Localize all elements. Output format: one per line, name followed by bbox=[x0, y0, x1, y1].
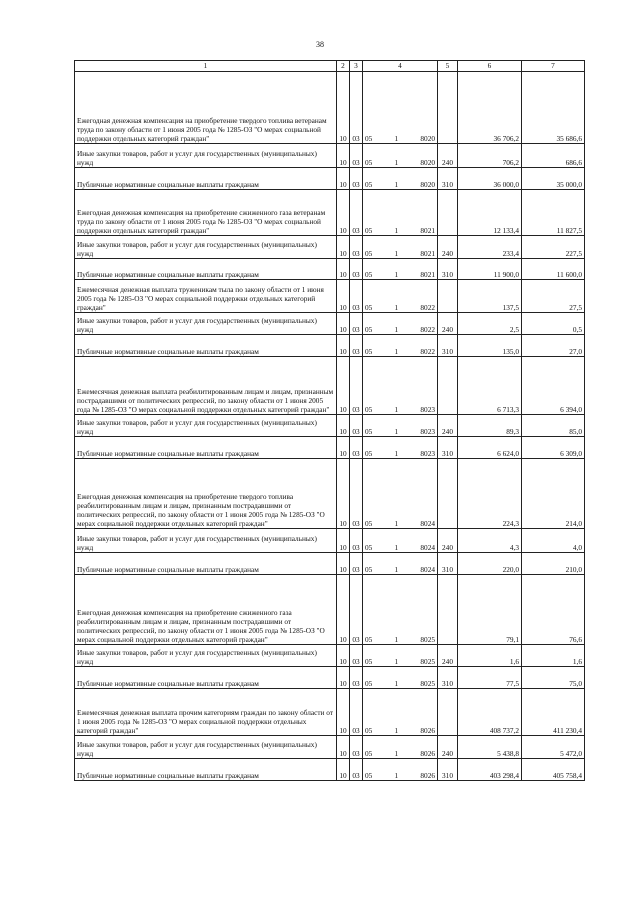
target-subprogram: 1 bbox=[394, 179, 399, 189]
code-subsection: 03 bbox=[350, 144, 363, 168]
code-target-article bbox=[363, 72, 438, 144]
target-program: 05 bbox=[365, 542, 373, 552]
amount-year-1: 403 298,4 bbox=[458, 759, 522, 781]
code-subsection: 03 bbox=[350, 575, 363, 645]
code-section: 10 bbox=[337, 168, 350, 190]
row-description: Иные закупки товаров, работ и услуг для государственных (муниципальных) нужд bbox=[75, 645, 337, 667]
target-subprogram: 1 bbox=[394, 404, 399, 414]
amount-year-2: 1,6 bbox=[522, 645, 585, 667]
code-target-article bbox=[363, 168, 438, 190]
target-article-parts bbox=[365, 325, 435, 334]
target-article-parts bbox=[365, 249, 435, 258]
target-direction: 8026 bbox=[420, 748, 435, 758]
code-subsection: 03 bbox=[350, 415, 363, 437]
code-section: 10 bbox=[337, 759, 350, 781]
table-row bbox=[75, 280, 585, 313]
target-article-parts bbox=[365, 519, 435, 528]
target-article-parts bbox=[365, 771, 435, 780]
code-target-article bbox=[363, 313, 438, 335]
page-number: 38 bbox=[316, 40, 324, 49]
target-subprogram: 1 bbox=[394, 157, 399, 167]
amount-year-1: 5 438,8 bbox=[458, 736, 522, 759]
amount-year-1: 2,5 bbox=[458, 313, 522, 335]
target-direction: 8023 bbox=[420, 426, 435, 436]
target-article-parts bbox=[365, 134, 435, 143]
target-article-parts bbox=[365, 679, 435, 688]
target-program: 05 bbox=[365, 748, 373, 758]
table-row bbox=[75, 259, 585, 280]
target-subprogram: 1 bbox=[394, 225, 399, 235]
code-section: 10 bbox=[337, 280, 350, 313]
target-direction: 8021 bbox=[420, 269, 435, 279]
code-subsection: 03 bbox=[350, 689, 363, 736]
target-subprogram: 1 bbox=[394, 678, 399, 688]
code-section: 10 bbox=[337, 529, 350, 553]
amount-year-2: 35 000,0 bbox=[522, 168, 585, 190]
target-subprogram: 1 bbox=[394, 748, 399, 758]
col-header-6: 6 bbox=[458, 61, 522, 72]
table-row bbox=[75, 645, 585, 667]
amount-year-2: 0,5 bbox=[522, 313, 585, 335]
code-section: 10 bbox=[337, 689, 350, 736]
target-article-parts bbox=[365, 158, 435, 167]
table-header bbox=[75, 61, 585, 72]
budget-table bbox=[74, 60, 585, 781]
table-row bbox=[75, 190, 585, 236]
code-section: 10 bbox=[337, 357, 350, 415]
amount-year-1: 36 706,2 bbox=[458, 72, 522, 144]
row-description: Публичные нормативные социальные выплаты гражданам bbox=[75, 759, 337, 781]
target-subprogram: 1 bbox=[394, 269, 399, 279]
amount-year-1: 12 133,4 bbox=[458, 190, 522, 236]
row-description: Публичные нормативные социальные выплаты гражданам bbox=[75, 667, 337, 689]
table-row bbox=[75, 736, 585, 759]
target-subprogram: 1 bbox=[394, 656, 399, 666]
row-description: Ежегодная денежная компенсация на приобретение сжиженного газа ветеранам труда по закону области от 1 июня 2005 года № 1285-ОЗ "О мерах социальной поддержки отдельных категорий граждан" bbox=[75, 190, 337, 236]
amount-year-2: 6 309,0 bbox=[522, 437, 585, 459]
target-program: 05 bbox=[365, 225, 373, 235]
code-section: 10 bbox=[337, 415, 350, 437]
code-subsection: 03 bbox=[350, 190, 363, 236]
target-direction: 8023 bbox=[420, 404, 435, 414]
target-subprogram: 1 bbox=[394, 564, 399, 574]
amount-year-1: 89,3 bbox=[458, 415, 522, 437]
code-subsection: 03 bbox=[350, 259, 363, 280]
target-direction: 8024 bbox=[420, 564, 435, 574]
code-expense-type: 310 bbox=[438, 168, 458, 190]
target-subprogram: 1 bbox=[394, 133, 399, 143]
target-program: 05 bbox=[365, 564, 373, 574]
code-expense-type: 240 bbox=[438, 529, 458, 553]
col-header-1: 1 bbox=[75, 61, 337, 72]
table-row bbox=[75, 313, 585, 335]
target-program: 05 bbox=[365, 346, 373, 356]
code-target-article bbox=[363, 459, 438, 529]
amount-year-2: 4,0 bbox=[522, 529, 585, 553]
row-description: Иные закупки товаров, работ и услуг для государственных (муниципальных) нужд bbox=[75, 415, 337, 437]
target-article-parts bbox=[365, 180, 435, 189]
target-direction: 8022 bbox=[420, 302, 435, 312]
target-program: 05 bbox=[365, 656, 373, 666]
amount-year-1: 36 000,0 bbox=[458, 168, 522, 190]
table-row bbox=[75, 335, 585, 357]
code-target-article bbox=[363, 667, 438, 689]
code-expense-type: 310 bbox=[438, 335, 458, 357]
amount-year-2: 11 827,5 bbox=[522, 190, 585, 236]
amount-year-2: 6 394,0 bbox=[522, 357, 585, 415]
code-subsection: 03 bbox=[350, 313, 363, 335]
code-subsection: 03 bbox=[350, 357, 363, 415]
amount-year-1: 137,5 bbox=[458, 280, 522, 313]
code-section: 10 bbox=[337, 459, 350, 529]
amount-year-2: 210,0 bbox=[522, 553, 585, 575]
row-description: Иные закупки товаров, работ и услуг для государственных (муниципальных) нужд bbox=[75, 313, 337, 335]
code-subsection: 03 bbox=[350, 280, 363, 313]
target-direction: 8020 bbox=[420, 157, 435, 167]
code-target-article bbox=[363, 689, 438, 736]
code-expense-type: 310 bbox=[438, 553, 458, 575]
table-row bbox=[75, 553, 585, 575]
amount-year-1: 135,0 bbox=[458, 335, 522, 357]
code-expense-type: 240 bbox=[438, 736, 458, 759]
code-subsection: 03 bbox=[350, 236, 363, 259]
amount-year-2: 5 472,0 bbox=[522, 736, 585, 759]
target-direction: 8026 bbox=[420, 770, 435, 780]
target-direction: 8020 bbox=[420, 179, 435, 189]
amount-year-2: 35 686,6 bbox=[522, 72, 585, 144]
row-description: Ежемесячная денежная выплата реабилитированным лицам и лицам, признанным пострадавшими от политических репрессий, по закону области от 1 июня 2005 года № 1285-ОЗ "О мерах социальной поддержки отдельных категорий граждан" bbox=[75, 357, 337, 415]
amount-year-1: 408 737,2 bbox=[458, 689, 522, 736]
code-subsection: 03 bbox=[350, 759, 363, 781]
code-target-article bbox=[363, 736, 438, 759]
col-header-7: 7 bbox=[522, 61, 585, 72]
table-row bbox=[75, 459, 585, 529]
code-target-article bbox=[363, 280, 438, 313]
amount-year-1: 6 713,3 bbox=[458, 357, 522, 415]
amount-year-1: 77,5 bbox=[458, 667, 522, 689]
code-expense-type bbox=[438, 459, 458, 529]
target-subprogram: 1 bbox=[394, 448, 399, 458]
target-program: 05 bbox=[365, 518, 373, 528]
target-program: 05 bbox=[365, 324, 373, 334]
target-program: 05 bbox=[365, 426, 373, 436]
code-expense-type bbox=[438, 190, 458, 236]
code-section: 10 bbox=[337, 335, 350, 357]
code-subsection: 03 bbox=[350, 667, 363, 689]
code-section: 10 bbox=[337, 190, 350, 236]
amount-year-2: 27,5 bbox=[522, 280, 585, 313]
code-target-article bbox=[363, 335, 438, 357]
code-subsection: 03 bbox=[350, 437, 363, 459]
code-target-article bbox=[363, 259, 438, 280]
code-section: 10 bbox=[337, 645, 350, 667]
code-expense-type: 240 bbox=[438, 144, 458, 168]
target-article-parts bbox=[365, 303, 435, 312]
target-article-parts bbox=[365, 726, 435, 735]
table-row bbox=[75, 529, 585, 553]
code-expense-type: 240 bbox=[438, 313, 458, 335]
row-description: Иные закупки товаров, работ и услуг для государственных (муниципальных) нужд bbox=[75, 736, 337, 759]
code-target-article bbox=[363, 759, 438, 781]
target-article-parts bbox=[365, 449, 435, 458]
target-subprogram: 1 bbox=[394, 542, 399, 552]
target-article-parts bbox=[365, 347, 435, 356]
amount-year-1: 224,3 bbox=[458, 459, 522, 529]
row-description: Публичные нормативные социальные выплаты гражданам bbox=[75, 259, 337, 280]
amount-year-1: 4,3 bbox=[458, 529, 522, 553]
target-subprogram: 1 bbox=[394, 634, 399, 644]
target-subprogram: 1 bbox=[394, 426, 399, 436]
target-direction: 8024 bbox=[420, 542, 435, 552]
code-expense-type: 240 bbox=[438, 236, 458, 259]
code-subsection: 03 bbox=[350, 553, 363, 575]
code-section: 10 bbox=[337, 259, 350, 280]
table-row bbox=[75, 72, 585, 144]
target-program: 05 bbox=[365, 269, 373, 279]
table-row bbox=[75, 357, 585, 415]
table-row bbox=[75, 236, 585, 259]
header-row bbox=[75, 61, 585, 72]
code-target-article bbox=[363, 144, 438, 168]
target-direction: 8021 bbox=[420, 225, 435, 235]
code-expense-type bbox=[438, 72, 458, 144]
amount-year-1: 11 900,0 bbox=[458, 259, 522, 280]
target-program: 05 bbox=[365, 302, 373, 312]
row-description: Публичные нормативные социальные выплаты гражданам bbox=[75, 553, 337, 575]
target-direction: 8023 bbox=[420, 448, 435, 458]
code-expense-type bbox=[438, 280, 458, 313]
row-description: Ежегодная денежная компенсация на приобретение сжиженного газа реабилитированным лицам и лицам, признанным пострадавшими от политических репрессий, по закону области от 1 июня 2005 года № 1285-ОЗ "О мерах социальной поддержки отдельных категорий граждан" bbox=[75, 575, 337, 645]
table-row bbox=[75, 575, 585, 645]
row-description: Ежемесячная денежная выплата труженикам тыла по закону области от 1 июня 2005 года № 1285-ОЗ "О мерах социальной поддержки отдельных категорий граждан" bbox=[75, 280, 337, 313]
target-direction: 8021 bbox=[420, 248, 435, 258]
code-expense-type bbox=[438, 357, 458, 415]
target-program: 05 bbox=[365, 678, 373, 688]
table-row bbox=[75, 168, 585, 190]
code-target-article bbox=[363, 357, 438, 415]
amount-year-2: 411 230,4 bbox=[522, 689, 585, 736]
amount-year-2: 686,6 bbox=[522, 144, 585, 168]
target-subprogram: 1 bbox=[394, 248, 399, 258]
col-header-2: 2 bbox=[337, 61, 350, 72]
row-description: Ежемесячная денежная выплата прочим категориям граждан по закону области от 1 июня 2005 года № 1285-ОЗ "О мерах социальной поддержки отдельных категорий граждан" bbox=[75, 689, 337, 736]
code-expense-type bbox=[438, 575, 458, 645]
table-row bbox=[75, 144, 585, 168]
col-header-3: 3 bbox=[350, 61, 363, 72]
target-program: 05 bbox=[365, 725, 373, 735]
code-expense-type: 310 bbox=[438, 759, 458, 781]
amount-year-1: 6 624,0 bbox=[458, 437, 522, 459]
code-expense-type: 240 bbox=[438, 415, 458, 437]
code-subsection: 03 bbox=[350, 168, 363, 190]
code-section: 10 bbox=[337, 72, 350, 144]
row-description: Ежегодная денежная компенсация на приобретение твердого топлива реабилитированным лицам и лицам, признанным пострадавшими от политических репрессий, по закону области от 1 июня 2005 года № 1285-ОЗ "О мерах социальной поддержки отдельных категорий граждан" bbox=[75, 459, 337, 529]
amount-year-2: 75,0 bbox=[522, 667, 585, 689]
target-direction: 8024 bbox=[420, 518, 435, 528]
amount-year-2: 227,5 bbox=[522, 236, 585, 259]
row-description: Иные закупки товаров, работ и услуг для государственных (муниципальных) нужд bbox=[75, 236, 337, 259]
table-row bbox=[75, 759, 585, 781]
amount-year-1: 1,6 bbox=[458, 645, 522, 667]
target-article-parts bbox=[365, 657, 435, 666]
target-direction: 8020 bbox=[420, 133, 435, 143]
target-direction: 8025 bbox=[420, 678, 435, 688]
target-program: 05 bbox=[365, 404, 373, 414]
amount-year-2: 76,6 bbox=[522, 575, 585, 645]
amount-year-2: 11 600,0 bbox=[522, 259, 585, 280]
code-expense-type bbox=[438, 689, 458, 736]
target-program: 05 bbox=[365, 634, 373, 644]
target-program: 05 bbox=[365, 448, 373, 458]
code-target-article bbox=[363, 529, 438, 553]
row-description: Публичные нормативные социальные выплаты гражданам bbox=[75, 168, 337, 190]
target-article-parts bbox=[365, 565, 435, 574]
amount-year-2: 405 758,4 bbox=[522, 759, 585, 781]
table-row bbox=[75, 689, 585, 736]
target-subprogram: 1 bbox=[394, 346, 399, 356]
code-target-article bbox=[363, 437, 438, 459]
amount-year-2: 85,0 bbox=[522, 415, 585, 437]
target-program: 05 bbox=[365, 248, 373, 258]
target-subprogram: 1 bbox=[394, 518, 399, 528]
code-section: 10 bbox=[337, 437, 350, 459]
code-subsection: 03 bbox=[350, 736, 363, 759]
code-expense-type: 310 bbox=[438, 437, 458, 459]
code-subsection: 03 bbox=[350, 645, 363, 667]
target-direction: 8025 bbox=[420, 634, 435, 644]
amount-year-1: 79,1 bbox=[458, 575, 522, 645]
target-direction: 8025 bbox=[420, 656, 435, 666]
code-section: 10 bbox=[337, 144, 350, 168]
table-row bbox=[75, 437, 585, 459]
row-description: Публичные нормативные социальные выплаты гражданам bbox=[75, 437, 337, 459]
target-article-parts bbox=[365, 226, 435, 235]
amount-year-1: 233,4 bbox=[458, 236, 522, 259]
target-article-parts bbox=[365, 405, 435, 414]
target-subprogram: 1 bbox=[394, 302, 399, 312]
target-program: 05 bbox=[365, 179, 373, 189]
row-description: Публичные нормативные социальные выплаты гражданам bbox=[75, 335, 337, 357]
amount-year-1: 220,0 bbox=[458, 553, 522, 575]
target-subprogram: 1 bbox=[394, 770, 399, 780]
code-expense-type: 310 bbox=[438, 667, 458, 689]
target-article-parts bbox=[365, 543, 435, 552]
target-subprogram: 1 bbox=[394, 324, 399, 334]
amount-year-2: 214,0 bbox=[522, 459, 585, 529]
code-target-article bbox=[363, 645, 438, 667]
code-subsection: 03 bbox=[350, 335, 363, 357]
code-section: 10 bbox=[337, 313, 350, 335]
target-program: 05 bbox=[365, 133, 373, 143]
code-section: 10 bbox=[337, 553, 350, 575]
table-row bbox=[75, 415, 585, 437]
code-target-article bbox=[363, 236, 438, 259]
code-target-article bbox=[363, 415, 438, 437]
code-subsection: 03 bbox=[350, 72, 363, 144]
code-expense-type: 240 bbox=[438, 645, 458, 667]
row-description: Иные закупки товаров, работ и услуг для государственных (муниципальных) нужд bbox=[75, 144, 337, 168]
code-subsection: 03 bbox=[350, 529, 363, 553]
code-expense-type: 310 bbox=[438, 259, 458, 280]
code-section: 10 bbox=[337, 236, 350, 259]
col-header-5: 5 bbox=[438, 61, 458, 72]
amount-year-2: 27,0 bbox=[522, 335, 585, 357]
target-program: 05 bbox=[365, 157, 373, 167]
code-section: 10 bbox=[337, 667, 350, 689]
code-section: 10 bbox=[337, 575, 350, 645]
target-direction: 8026 bbox=[420, 725, 435, 735]
code-target-article bbox=[363, 553, 438, 575]
code-target-article bbox=[363, 190, 438, 236]
target-subprogram: 1 bbox=[394, 725, 399, 735]
code-subsection: 03 bbox=[350, 459, 363, 529]
code-section: 10 bbox=[337, 736, 350, 759]
target-direction: 8022 bbox=[420, 346, 435, 356]
target-direction: 8022 bbox=[420, 324, 435, 334]
target-article-parts bbox=[365, 749, 435, 758]
target-article-parts bbox=[365, 427, 435, 436]
table-row bbox=[75, 667, 585, 689]
amount-year-1: 706,2 bbox=[458, 144, 522, 168]
table-body bbox=[75, 72, 585, 781]
target-article-parts bbox=[365, 635, 435, 644]
row-description: Ежегодная денежная компенсация на приобретение твердого топлива ветеранам труда по закону области от 1 июня 2005 года № 1285-ОЗ "О мерах социальной поддержки отдельных категорий граждан" bbox=[75, 72, 337, 144]
target-program: 05 bbox=[365, 770, 373, 780]
row-description: Иные закупки товаров, работ и услуг для государственных (муниципальных) нужд bbox=[75, 529, 337, 553]
target-article-parts bbox=[365, 270, 435, 279]
col-header-4: 4 bbox=[363, 61, 438, 72]
code-target-article bbox=[363, 575, 438, 645]
